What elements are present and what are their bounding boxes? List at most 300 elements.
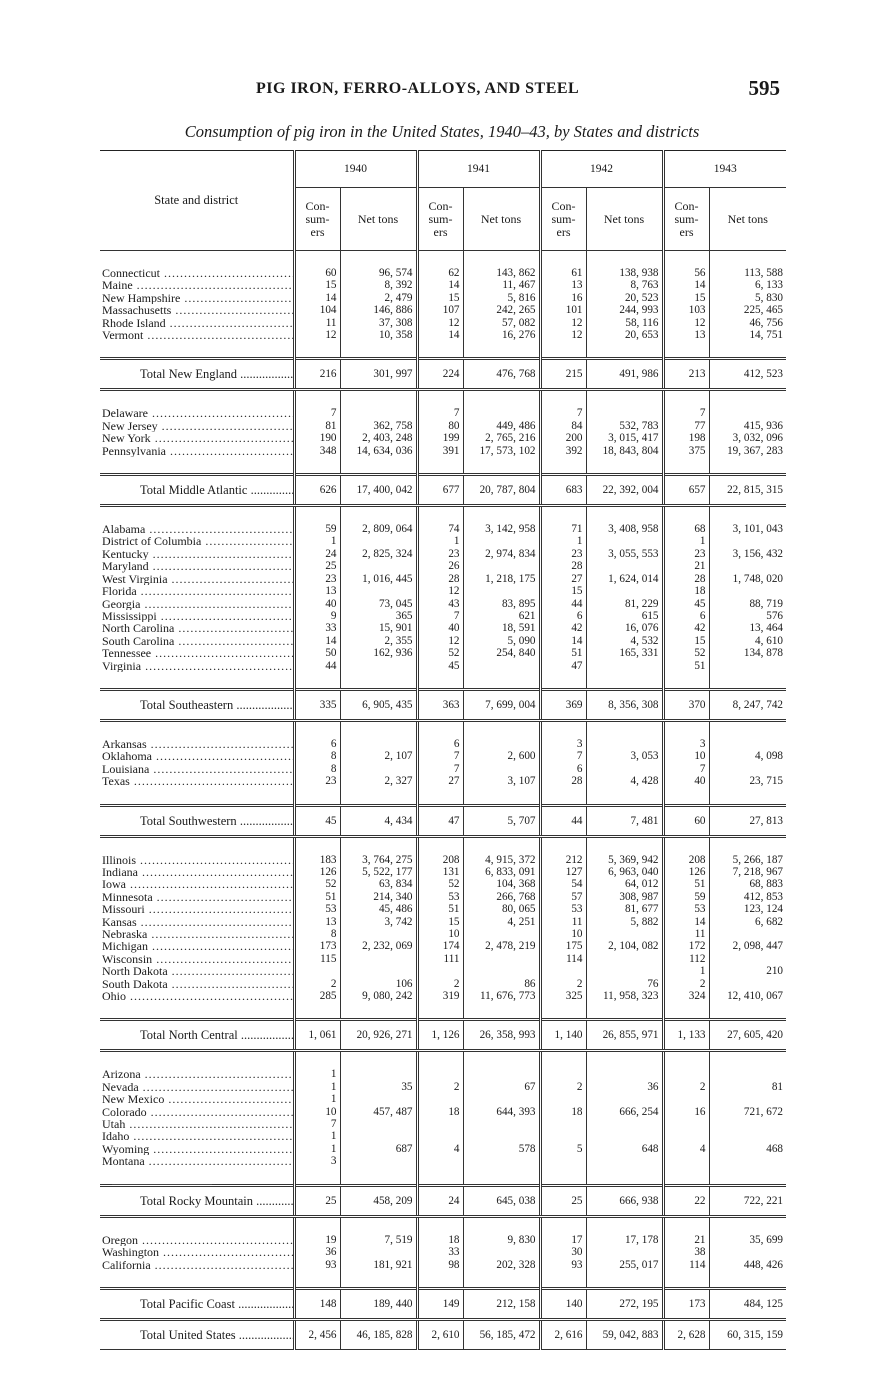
footer-rule: [112, 1184, 212, 1185]
spacer-cell: [663, 788, 709, 806]
table-caption: Consumption of pig iron in the United States, 1940–43, by States and districts: [184, 122, 700, 141]
total-row: [100, 805, 786, 836]
consumers-cell: 216: [294, 359, 340, 390]
state-name-text: Idaho .....: [102, 1130, 294, 1142]
state-name: [100, 750, 294, 762]
state-name: [100, 660, 294, 672]
state-name: [100, 548, 294, 560]
state-name-text: Kansas .....: [102, 916, 294, 928]
spacer-cell: [340, 1051, 417, 1069]
state-name-text: Total Southeastern .....: [140, 698, 294, 712]
state-name-text: Massachusetts .....: [102, 304, 294, 316]
net-tons-cell: 11, 467: [463, 279, 540, 291]
state-name: [100, 878, 294, 890]
net-tons-cell: 3, 053: [586, 750, 663, 762]
state-name-text: Illinois .....: [102, 854, 294, 866]
consumers-cell: 190: [294, 432, 340, 444]
net-tons-cell: 46, 185, 828: [340, 1319, 417, 1349]
consumers-header-line: sum-: [428, 211, 453, 226]
net-tons-cell: 23, 715: [709, 775, 786, 787]
net-tons-cell: 301, 997: [340, 359, 417, 390]
consumers-cell: 60: [663, 805, 709, 836]
net-tons-cell: 57, 082: [463, 317, 540, 329]
total-row: [100, 359, 786, 390]
consumers-cell: 50: [294, 647, 340, 659]
total-row: [100, 1185, 786, 1216]
net-tons-cell: 308, 987: [586, 891, 663, 903]
net-tons-cell: 63, 834: [340, 878, 417, 890]
state-name: [100, 329, 294, 341]
net-tons-cell: 2, 809, 064: [340, 523, 417, 535]
consumers-cell: [294, 965, 340, 977]
spacer-cell: [417, 788, 463, 806]
net-tons-cell: 1, 624, 014: [586, 573, 663, 585]
state-name: [100, 990, 294, 1002]
table-row: [100, 267, 786, 279]
net-tons-cell: 5, 266, 187: [709, 854, 786, 866]
net-tons-cell: 4, 532: [586, 635, 663, 647]
net-tons-cell: 272, 195: [586, 1288, 663, 1319]
consumers-cell: 173: [663, 1288, 709, 1319]
consumers-header: [540, 188, 586, 251]
consumers-cell: 38: [663, 1246, 709, 1258]
net-tons-cell: [463, 928, 540, 940]
net-tons-cell: 1, 016, 445: [340, 573, 417, 585]
state-name-text: Oklahoma .....: [102, 750, 294, 762]
net-tons-cell: 8, 392: [340, 279, 417, 291]
consumers-cell: 1: [294, 535, 340, 547]
net-tons-cell: 4, 098: [709, 750, 786, 762]
table-row: [100, 965, 786, 977]
state-name: [100, 1259, 294, 1271]
state-name-text: South Dakota .....: [102, 978, 294, 990]
consumers-cell: 199: [417, 432, 463, 444]
consumers-cell: 51: [417, 903, 463, 915]
consumers-cell: 370: [663, 689, 709, 720]
state-name-text: Wyoming .....: [102, 1143, 294, 1155]
net-tons-cell: [340, 660, 417, 672]
net-tons-cell: 6, 133: [709, 279, 786, 291]
state-district-header: State and district: [100, 151, 294, 251]
spacer-cell: [709, 1216, 786, 1234]
consumers-cell: 61: [540, 267, 586, 279]
net-tons-cell: 5, 522, 177: [340, 866, 417, 878]
state-name: [100, 622, 294, 634]
consumers-cell: 107: [417, 304, 463, 316]
state-name: [100, 432, 294, 444]
table-row: [100, 445, 786, 457]
spacer-cell: [294, 341, 340, 359]
spacer-cell: [663, 390, 709, 408]
state-name-text: New Jersey .....: [102, 420, 294, 432]
state-name-text: California .....: [102, 1259, 294, 1271]
spacer-cell: [417, 506, 463, 524]
net-tons-cell: [463, 1246, 540, 1258]
consumers-cell: 2: [417, 978, 463, 990]
consumers-cell: 44: [540, 805, 586, 836]
spacer-cell: [586, 788, 663, 806]
spacer-cell: [294, 1271, 340, 1289]
spacer-cell: [340, 672, 417, 690]
consumers-cell: [417, 1068, 463, 1080]
table-row: [100, 891, 786, 903]
consumers-cell: 25: [294, 560, 340, 572]
consumers-cell: 14: [663, 916, 709, 928]
net-tons-cell: 2, 232, 069: [340, 940, 417, 952]
consumers-cell: 17: [540, 1234, 586, 1246]
consumers-cell: 1: [417, 535, 463, 547]
consumers-cell: 140: [540, 1288, 586, 1319]
spacer-cell: [586, 1271, 663, 1289]
spacer-cell: [294, 390, 340, 408]
state-name: [100, 1093, 294, 1105]
state-name: [100, 1081, 294, 1093]
consumers-cell: 81: [294, 420, 340, 432]
net-tons-cell: 81: [709, 1081, 786, 1093]
net-tons-cell: [709, 535, 786, 547]
state-name-text: North Carolina .....: [102, 622, 294, 634]
consumers-cell: 15: [663, 635, 709, 647]
state-name-text: Texas .....: [102, 775, 294, 787]
net-tons-cell: 457, 487: [340, 1106, 417, 1118]
consumers-header-line: Con-: [674, 198, 699, 213]
spacer-cell: [663, 251, 709, 268]
net-tons-cell: 20, 787, 804: [463, 475, 540, 506]
net-tons-cell: 7, 699, 004: [463, 689, 540, 720]
table-row: [100, 548, 786, 560]
spacer-cell: [709, 1168, 786, 1186]
table-row: [100, 878, 786, 890]
consumers-cell: 2, 616: [540, 1319, 586, 1349]
spacer-cell: [463, 457, 540, 475]
spacer-cell: [417, 457, 463, 475]
table-row: [100, 903, 786, 915]
consumers-cell: 212: [540, 854, 586, 866]
net-tons-cell: 35, 699: [709, 1234, 786, 1246]
spacer-cell: [100, 457, 294, 475]
grand-total-row: [100, 1319, 786, 1349]
net-tons-cell: 15, 901: [340, 622, 417, 634]
spacer-cell: [709, 457, 786, 475]
consumers-cell: 14: [294, 635, 340, 647]
consumers-cell: 6: [540, 763, 586, 775]
net-tons-header: Net tons: [709, 188, 786, 251]
net-tons-cell: 484, 125: [709, 1288, 786, 1319]
net-tons-cell: [463, 1068, 540, 1080]
spacer-cell: [540, 251, 586, 268]
consumers-cell: 9: [294, 610, 340, 622]
consumers-cell: 13: [540, 279, 586, 291]
total-row: [100, 1288, 786, 1319]
state-name-text: Nevada .....: [102, 1081, 294, 1093]
year-header-1941: 1941: [417, 151, 540, 188]
net-tons-cell: 415, 936: [709, 420, 786, 432]
net-tons-cell: 242, 265: [463, 304, 540, 316]
table-row: [100, 647, 786, 659]
net-tons-cell: [709, 763, 786, 775]
spacer-cell: [663, 1168, 709, 1186]
consumers-cell: 2, 456: [294, 1319, 340, 1349]
table-row: [100, 292, 786, 304]
consumers-cell: 28: [417, 573, 463, 585]
consumers-cell: 7: [663, 763, 709, 775]
net-tons-cell: [586, 1118, 663, 1130]
net-tons-cell: 3, 156, 432: [709, 548, 786, 560]
net-tons-cell: [340, 1130, 417, 1142]
state-name: [100, 1155, 294, 1167]
consumers-cell: 56: [663, 267, 709, 279]
table-row: [100, 738, 786, 750]
net-tons-cell: 134, 878: [709, 647, 786, 659]
net-tons-cell: 2, 327: [340, 775, 417, 787]
net-tons-cell: 60, 315, 159: [709, 1319, 786, 1349]
net-tons-cell: 56, 185, 472: [463, 1319, 540, 1349]
consumers-cell: [540, 1068, 586, 1080]
state-name: [100, 866, 294, 878]
consumers-cell: 12: [540, 329, 586, 341]
consumers-cell: 18: [417, 1234, 463, 1246]
net-tons-cell: 6, 905, 435: [340, 689, 417, 720]
spacer-cell: [709, 720, 786, 738]
net-tons-cell: [340, 763, 417, 775]
consumers-cell: 18: [540, 1106, 586, 1118]
spacer-cell: [463, 1168, 540, 1186]
spacer-cell: [540, 788, 586, 806]
spacer-cell: [340, 720, 417, 738]
spacer-cell: [100, 506, 294, 524]
state-name-text: Total United States .....: [140, 1328, 294, 1342]
spacer-cell: [663, 1271, 709, 1289]
consumers-cell: 13: [663, 329, 709, 341]
spacer-cell: [586, 390, 663, 408]
state-name-text: Indiana .....: [102, 866, 294, 878]
consumers-cell: 51: [663, 878, 709, 890]
spacer-row: [100, 836, 786, 854]
total-row: [100, 689, 786, 720]
spacer-cell: [540, 1051, 586, 1069]
net-tons-cell: 26, 358, 993: [463, 1020, 540, 1051]
spacer-cell: [417, 390, 463, 408]
consumers-cell: 53: [294, 903, 340, 915]
spacer-cell: [540, 1271, 586, 1289]
net-tons-cell: 22, 815, 315: [709, 475, 786, 506]
spacer-cell: [663, 672, 709, 690]
consumers-cell: 101: [540, 304, 586, 316]
consumers-cell: 43: [417, 598, 463, 610]
consumers-cell: 68: [663, 523, 709, 535]
consumers-cell: 23: [294, 573, 340, 585]
consumers-cell: 42: [540, 622, 586, 634]
spacer-cell: [417, 1271, 463, 1289]
net-tons-cell: 666, 938: [586, 1185, 663, 1216]
spacer-cell: [663, 506, 709, 524]
consumers-cell: 14: [663, 279, 709, 291]
consumers-cell: 25: [294, 1185, 340, 1216]
consumers-cell: 285: [294, 990, 340, 1002]
consumers-cell: 348: [294, 445, 340, 457]
net-tons-cell: [340, 535, 417, 547]
table-row: [100, 407, 786, 419]
state-name-text: Alabama .....: [102, 523, 294, 535]
consumers-cell: 27: [540, 573, 586, 585]
consumers-header-line: Con-: [428, 198, 453, 213]
net-tons-cell: 468: [709, 1143, 786, 1155]
consumers-cell: 2: [663, 1081, 709, 1093]
net-tons-cell: 2, 765, 216: [463, 432, 540, 444]
consumers-cell: 40: [294, 598, 340, 610]
net-tons-cell: [709, 928, 786, 940]
net-tons-cell: [463, 763, 540, 775]
state-name: [100, 304, 294, 316]
consumers-cell: 1: [663, 965, 709, 977]
state-name-text: North Dakota .....: [102, 965, 294, 977]
consumers-cell: 7: [294, 1118, 340, 1130]
total-row: [100, 475, 786, 506]
spacer-cell: [709, 251, 786, 268]
consumers-cell: 131: [417, 866, 463, 878]
year-header-1943: 1943: [663, 151, 786, 188]
net-tons-cell: 214, 340: [340, 891, 417, 903]
consumers-cell: 677: [417, 475, 463, 506]
net-tons-cell: 45, 486: [340, 903, 417, 915]
consumers-cell: 172: [663, 940, 709, 952]
net-tons-cell: 14, 751: [709, 329, 786, 341]
net-tons-cell: 722, 221: [709, 1185, 786, 1216]
net-tons-cell: 18, 843, 804: [586, 445, 663, 457]
consumers-cell: 52: [663, 647, 709, 659]
spacer-cell: [663, 457, 709, 475]
table-row: [100, 573, 786, 585]
consumers-cell: 45: [663, 598, 709, 610]
net-tons-cell: 58, 116: [586, 317, 663, 329]
consumers-cell: 59: [663, 891, 709, 903]
spacer-cell: [100, 1271, 294, 1289]
consumers-cell: 208: [663, 854, 709, 866]
consumers-cell: [663, 1118, 709, 1130]
consumers-cell: 14: [540, 635, 586, 647]
spacer-cell: [294, 1216, 340, 1234]
spacer-cell: [340, 457, 417, 475]
consumers-cell: 114: [663, 1259, 709, 1271]
consumers-cell: 2: [294, 978, 340, 990]
net-tons-cell: [340, 1068, 417, 1080]
table-row: [100, 317, 786, 329]
net-tons-cell: 9, 080, 242: [340, 990, 417, 1002]
consumers-cell: 57: [540, 891, 586, 903]
net-tons-cell: 96, 574: [340, 267, 417, 279]
net-tons-cell: 3, 015, 417: [586, 432, 663, 444]
net-tons-cell: [340, 1246, 417, 1258]
consumers-cell: 369: [540, 689, 586, 720]
net-tons-cell: 578: [463, 1143, 540, 1155]
net-tons-cell: 3, 742: [340, 916, 417, 928]
consumers-cell: 5: [540, 1143, 586, 1155]
year-header-1940: 1940: [294, 151, 417, 188]
consumers-cell: 19: [294, 1234, 340, 1246]
net-tons-cell: 2, 478, 219: [463, 940, 540, 952]
state-name-text: Arizona .....: [102, 1068, 294, 1080]
spacer-cell: [709, 836, 786, 854]
consumers-cell: 10: [417, 928, 463, 940]
net-tons-cell: 2, 098, 447: [709, 940, 786, 952]
net-tons-cell: 4, 915, 372: [463, 854, 540, 866]
state-name-text: Oregon .....: [102, 1234, 294, 1246]
table-row: [100, 622, 786, 634]
consumers-cell: 112: [663, 953, 709, 965]
net-tons-cell: 4, 610: [709, 635, 786, 647]
state-name: [100, 317, 294, 329]
net-tons-cell: 1, 218, 175: [463, 573, 540, 585]
net-tons-cell: 17, 400, 042: [340, 475, 417, 506]
spacer-cell: [463, 506, 540, 524]
table-row: [100, 763, 786, 775]
consumers-cell: 7: [540, 750, 586, 762]
spacer-cell: [417, 1168, 463, 1186]
consumers-cell: 7: [417, 610, 463, 622]
state-name: [100, 535, 294, 547]
consumers-cell: 14: [294, 292, 340, 304]
spacer-cell: [586, 720, 663, 738]
net-tons-cell: [463, 1093, 540, 1105]
consumers-cell: 42: [663, 622, 709, 634]
consumers-cell: 215: [540, 359, 586, 390]
net-tons-cell: 138, 938: [586, 267, 663, 279]
state-name: [100, 573, 294, 585]
spacer-cell: [294, 251, 340, 268]
state-name: [100, 445, 294, 457]
spacer-cell: [586, 1168, 663, 1186]
spacer-cell: [100, 836, 294, 854]
consumers-cell: 224: [417, 359, 463, 390]
state-name-text: Michigan .....: [102, 940, 294, 952]
state-name-text: Georgia .....: [102, 598, 294, 610]
spacer-cell: [540, 1168, 586, 1186]
net-tons-cell: [463, 1155, 540, 1167]
consumers-cell: 71: [540, 523, 586, 535]
table-row: [100, 560, 786, 572]
net-tons-cell: 165, 331: [586, 647, 663, 659]
spacer-row: [100, 1216, 786, 1234]
table-row: [100, 775, 786, 787]
consumers-header-line: ers: [433, 224, 448, 239]
net-tons-cell: 8, 356, 308: [586, 689, 663, 720]
net-tons-cell: 6, 833, 091: [463, 866, 540, 878]
state-name: [100, 610, 294, 622]
spacer-cell: [586, 672, 663, 690]
table-row: [100, 432, 786, 444]
consumers-cell: 53: [663, 903, 709, 915]
consumers-cell: 11: [294, 317, 340, 329]
net-tons-cell: 20, 523: [586, 292, 663, 304]
net-tons-cell: 5, 369, 942: [586, 854, 663, 866]
consumers-cell: 1: [294, 1143, 340, 1155]
state-name-text: New Mexico .....: [102, 1093, 294, 1105]
spacer-cell: [340, 251, 417, 268]
spacer-cell: [463, 1002, 540, 1020]
net-tons-cell: 11, 958, 323: [586, 990, 663, 1002]
table-row: [100, 1118, 786, 1130]
spacer-cell: [663, 720, 709, 738]
net-tons-cell: 3, 142, 958: [463, 523, 540, 535]
net-tons-cell: [340, 928, 417, 940]
consumers-cell: [540, 1118, 586, 1130]
net-tons-cell: 5, 707: [463, 805, 540, 836]
state-name: [100, 805, 294, 836]
spacer-cell: [586, 341, 663, 359]
table-row: [100, 420, 786, 432]
spacer-cell: [340, 1002, 417, 1020]
spacer-cell: [294, 788, 340, 806]
